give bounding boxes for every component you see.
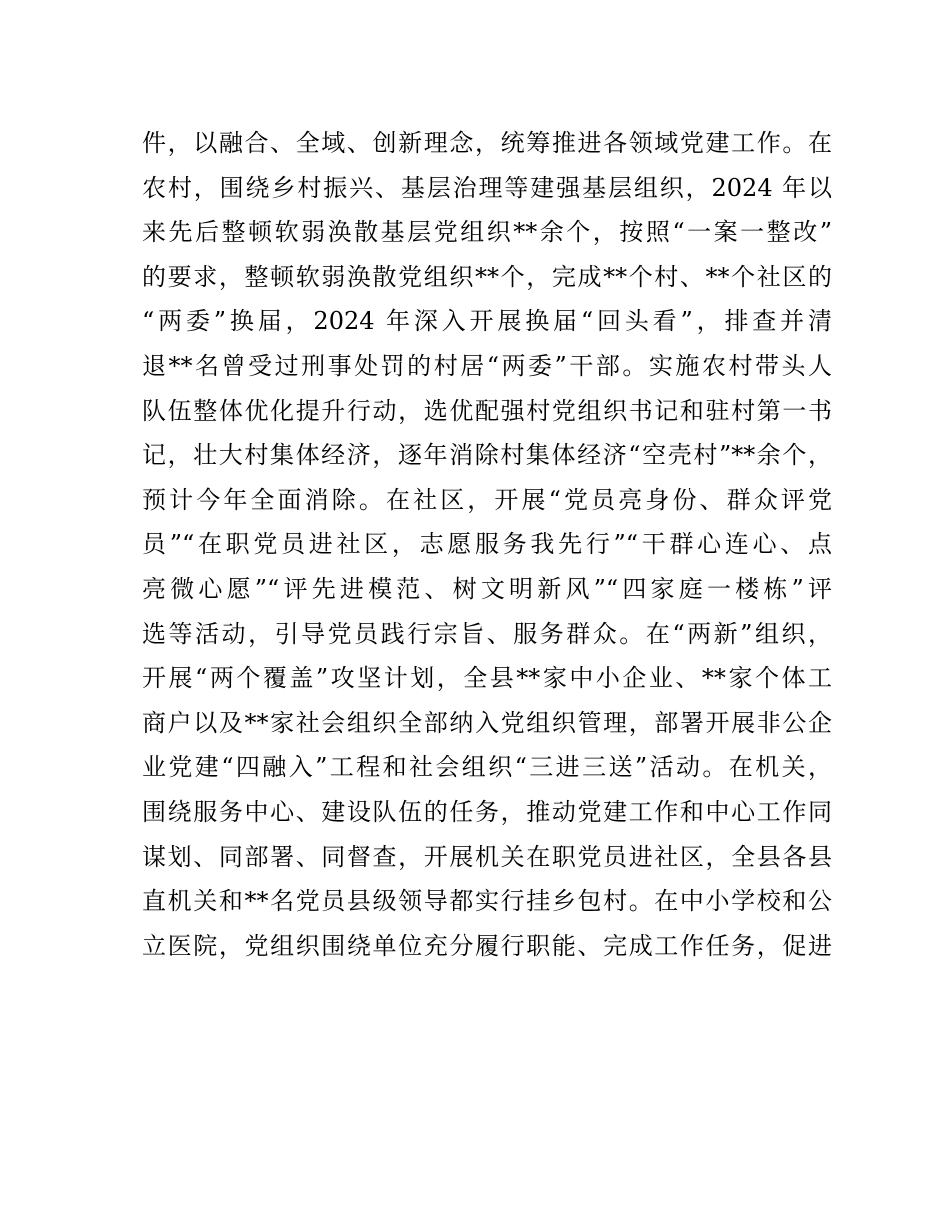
body-text [142, 121, 832, 968]
text-line: 业党建“四融入”工程和社会组织“三进三送”活动。在机关， [142, 753, 832, 782]
text-line: 来先后整顿软弱涣散基层党组织**余个，按照“一案一整改” [142, 218, 832, 247]
text-line: 队伍整体优化提升行动，选优配强村党组织书记和驻村第一书 [142, 396, 832, 425]
text-line: 员”“在职党员进社区，志愿服务我先行”“干群心连心、点 [142, 530, 832, 559]
text-line: 选等活动，引导党员践行宗旨、服务群众。在“两新”组织， [142, 619, 832, 648]
text-line: 件，以融合、全域、创新理念，统筹推进各领域党建工作。在 [142, 129, 832, 157]
text-line: 亮微心愿”“评先进模范、树文明新风”“四家庭一楼栋”评 [142, 574, 832, 603]
text-line: 预计今年全面消除。在社区，开展“党员亮身份、群众评党 [142, 485, 832, 514]
text-line: “两委”换届，2024 年深入开展换届“回头看”，排查并清 [142, 307, 832, 336]
text-line: 谋划、同部署、同督查，开展机关在职党员进社区，全县各县 [142, 842, 832, 871]
text-line: 退**名曾受过刑事处罚的村居“两委”干部。实施农村带头人 [142, 351, 832, 380]
text-line: 围绕服务中心、建设队伍的任务，推动党建工作和中心工作同 [142, 797, 832, 826]
text-line: 直机关和**名党员县级领导都实行挂乡包村。在中小学校和公 [142, 887, 832, 916]
text-line: 的要求，整顿软弱涣散党组织**个，完成**个村、**个社区的 [142, 262, 832, 291]
text-line: 农村，围绕乡村振兴、基层治理等建强基层组织，2024 年以 [142, 173, 832, 202]
text-line: 商户以及**家社会组织全部纳入党组织管理，部署开展非公企 [142, 708, 832, 737]
text-line: 记，壮大村集体经济，逐年消除村集体经济“空壳村”**余个， [142, 441, 832, 470]
text-line: 立医院，党组织围绕单位充分履行职能、完成工作任务，促进 [142, 931, 832, 960]
text-line: 开展“两个覆盖”攻坚计划，全县**家中小企业、**家个体工 [142, 664, 832, 693]
